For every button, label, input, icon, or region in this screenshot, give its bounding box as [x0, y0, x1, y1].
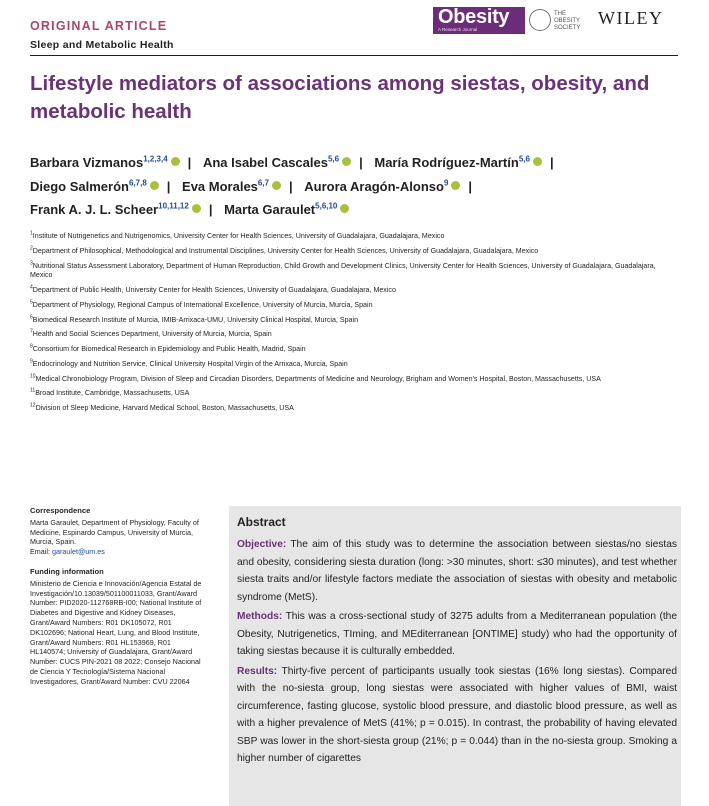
affiliation-item: $^2$Department of Philosophical, Methodological and Instrumental Disciplines, University Center for Health Sciences, University of Guadalajara, Guadalajara, Mexico [30, 245, 539, 255]
orcid-icon[interactable] [533, 157, 542, 166]
publisher-logo: WILEY [598, 8, 664, 28]
journal-name: Obesity [438, 6, 510, 28]
affiliation-item: $^{11}$Broad Institute, Cambridge, Massachusetts, USA [30, 388, 190, 398]
abstract-body [237, 536, 677, 770]
society-logo [529, 7, 591, 35]
orcid-icon[interactable] [342, 157, 351, 166]
correspondence-block [30, 506, 208, 557]
orcid-icon[interactable] [171, 157, 180, 166]
affiliation-item: $^{12}$Division of Sleep Medicine, Harvard Medical School, Boston, Massachusetts, USA [30, 402, 294, 413]
author-name[interactable]: Aurora Aragón-Alonso$^9$ [304, 179, 460, 194]
funding-text: Ministerio de Ciencia e Innovación/Agencia Estatal de Investigación/10.13039/501100011033, Grant/Award Number: PID2020-112768RB-I00; National Institute of Diabetes and Digestive and Kidney Diseases, Grant/Award Numbers: R01 DK105072, R01 DK102696; National Heart, Lung, and Blood Institute, Grant/Award Numbers: R01 HL153969, R01 HL140574; University of Guadalajara, Grant/Award Number: CUCS PIN-2021 08 2022; Consejo Nacional de Ciencia Y Tecnología/Sistema Nacional Investigadores, Grant/Award Number: CVU 22064 [30, 578, 202, 686]
author-separator: | [208, 202, 213, 217]
email-link[interactable]: garaulet@um.es [51, 547, 105, 557]
author-name[interactable]: Ana Isabel Cascales$^{5,6}$ [203, 155, 351, 170]
author-separator: | [289, 178, 293, 194]
author-list [30, 151, 690, 222]
funding-heading: Funding information [30, 566, 104, 576]
author-name[interactable]: Diego Salmerón$^{6,7,8}$ [30, 179, 159, 194]
journal-subtitle: A Research Journal [438, 27, 478, 32]
orcid-icon[interactable] [150, 181, 159, 190]
author-name[interactable]: Barbara Vizmanos$^{1,2,3,4}$ [30, 155, 180, 170]
article-sidebar [30, 506, 208, 697]
author-name[interactable]: María Rodríguez-Martín$^{5,6}$ [374, 155, 542, 170]
author-name[interactable]: Eva Morales$^{6,7}$ [182, 179, 281, 194]
orcid-icon[interactable] [192, 204, 201, 213]
affiliation-item: $^8$Consortium for Biomedical Research in Epidemiology and Public Health, Madrid, Spain [30, 343, 306, 354]
society-name: THE OBESITY SOCIETY [554, 11, 581, 31]
funding-block [30, 567, 208, 687]
society-emblem-icon [529, 9, 551, 31]
abstract-box [229, 506, 681, 806]
author-separator: | [549, 155, 554, 170]
affiliation-list [30, 232, 680, 419]
affiliation-item: $^4$Department of Public Health, University Center for Health Sciences, University of Guadalajara, Guadalajara, Mexico [30, 284, 396, 294]
affiliation-item: $^5$Department of Physiology, Regional Campus of International Excellence, University of Murcia, Murcia, Spain [30, 299, 373, 309]
author-name[interactable]: Marta Garaulet$^{5,6,10}$ [224, 202, 349, 217]
correspondence-text: Marta Garaulet, Department of Physiology, Faculty of Medicine, Espinardo Campus, University of Murcia, Murcia, Spain. [30, 517, 199, 547]
header-divider [30, 55, 678, 56]
author-name[interactable]: Frank A. J. L. Scheer$^{10,11,12}$ [30, 202, 201, 217]
author-separator: | [468, 178, 473, 194]
author-separator: | [359, 155, 363, 170]
abstract-methods: Methods: This was a cross-sectional study of 3275 adults from a Mediterranean population (the Obesity, Nutrigenetics, TIming, and MEditerranean [ONTIME] study) who had the opportunity of taking siestas because it is culturally embedded. [237, 611, 677, 657]
affiliation-item: $^{10}$Medical Chronobiology Program, Division of Sleep and Circadian Disorders, Departments of Medicine and Neurology, Brigham and Women's Hospital, Boston, Massachusetts, USA [30, 373, 601, 383]
abstract-heading: Abstract [237, 515, 286, 529]
article-title: Lifestyle mediators of associations among siestas, obesity, and metabolic health [30, 72, 650, 123]
abstract-objective: Objective: The aim of this study was to determine the association between siestas/no siestas and obesity, considering siesta duration (long: >30 minutes, short: ≤30 minutes), and test whether siesta traits and/or lifestyle factors mediate the association of siestas with obesity and metabolic syndrome (MetS). [237, 539, 677, 603]
orcid-icon[interactable] [340, 204, 349, 213]
author-separator: | [187, 155, 192, 170]
affiliation-item: $^1$Institute of Nutrigenetics and Nutrigenomics, University Center for Health Sciences, University of Guadalajara, Guadalajara, Mexico [30, 230, 445, 240]
article-type-label: ORIGINAL ARTICLE [30, 19, 168, 33]
correspondence-email-row: Email: garaulet@um.es [30, 547, 105, 557]
journal-logo [433, 7, 525, 34]
affiliation-item: $^3$Nutritional Status Assessment Laboratory, Department of Human Reproduction, Child Growth and Development Clinics, University Center for Health Sciences, University of Guadalajara, Guadalajara, Mexico [30, 260, 656, 280]
affiliation-item: $^7$Health and Social Sciences Department, University of Murcia, Murcia, Spain [30, 328, 272, 339]
orcid-icon[interactable] [451, 181, 460, 190]
correspondence-heading: Correspondence [30, 506, 91, 515]
abstract-results: Results: Thirty-five percent of participants usually took siestas (16% long siestas). Compared with the no-siesta group, long siestas were associated with higher values of BMI, waist circumference, fasting glucose, systolic blood pressure, and diastolic blood pressure, as well as with a higher prevalence of MetS (41%; p = 0.015). In contrast, the probability of having elevated SBP was lower in the short-siesta group (21%; p = 0.044) than in the no-siesta group. Smoking a higher number of cigarettes [237, 665, 677, 764]
author-separator: | [166, 178, 171, 194]
section-label: Sleep and Metabolic Health [30, 39, 174, 51]
affiliation-item: $^9$Endocrinology and Nutrition Service, Clinical University Hospital Virgin of the Arrixaca, Murcia, Spain [30, 358, 348, 368]
affiliation-item: $^6$Biomedical Research Institute of Murcia, IMIB-Arrixaca-UMU, University Clinical Hospital, Murcia, Spain [30, 314, 359, 324]
orcid-icon[interactable] [272, 181, 281, 190]
